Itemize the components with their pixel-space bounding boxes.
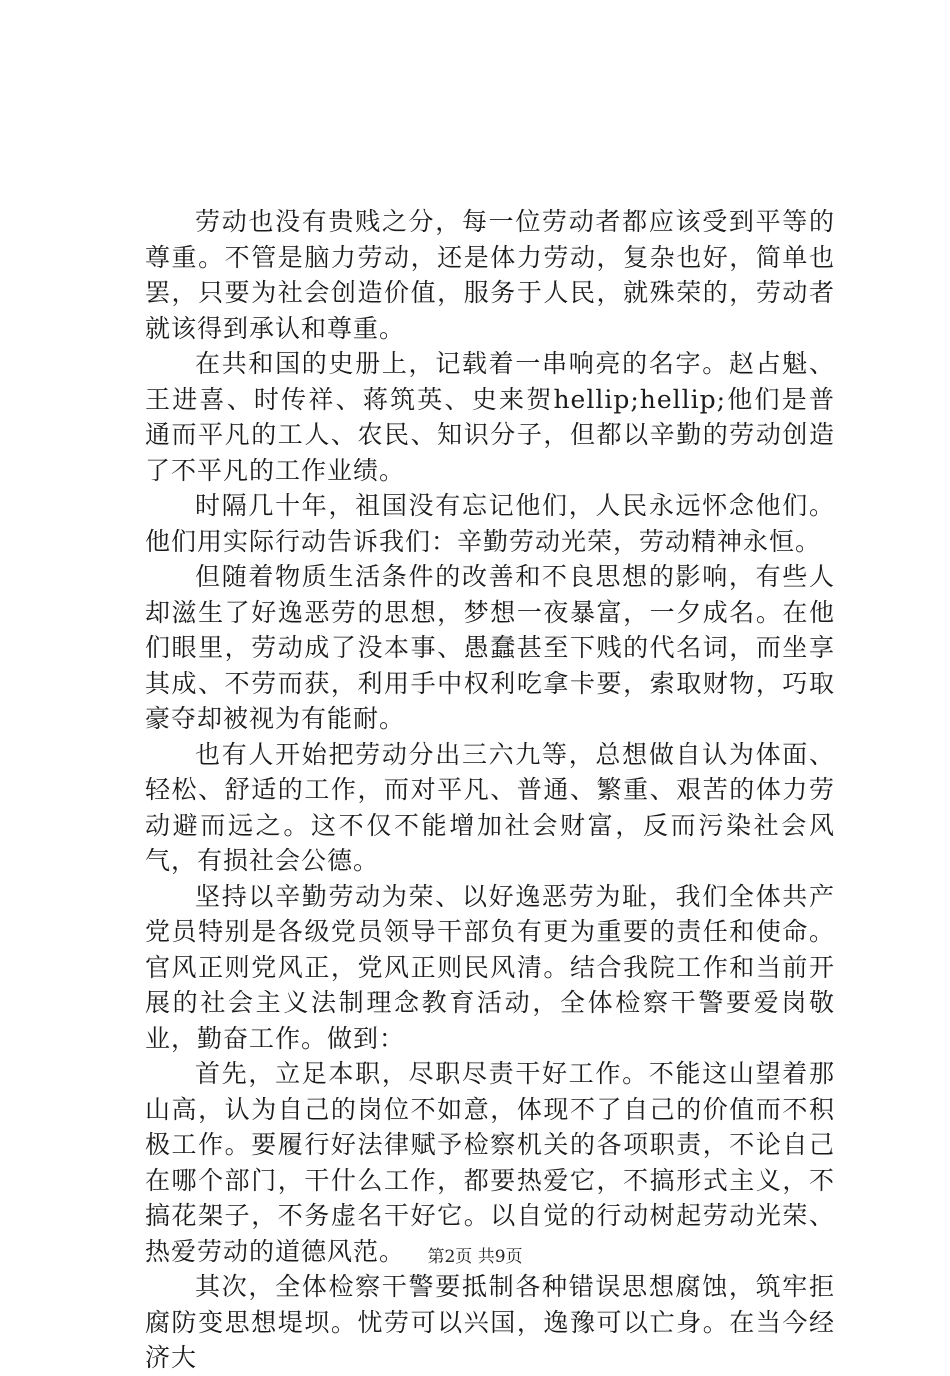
paragraph: 劳动也没有贵贱之分，每一位劳动者都应该受到平等的尊重。不管是脑力劳动，还是体力劳动，复杂也好，简单也罢，只要为社会创造价值，服务于人民，就殊荣的，劳动者就该得到承认和尊重。 <box>145 207 835 343</box>
paragraph: 坚持以辛勤劳动为荣、以好逸恶劳为耻，我们全体共产党员特别是各级党员领导干部负有更为重要的责任和使命。官风正则党风正，党风正则民风清。结合我院工作和当前开展的社会主义法制理念教育活动，全体检察干警要爱岗敬业，勤奋工作。做到： <box>145 881 835 1053</box>
page-footer: 第2页 共9页 <box>427 1247 523 1267</box>
paragraph: 首先，立足本职，尽职尽责干好工作。不能这山望着那山高，认为自己的岗位不如意，体现不了自己的价值而不积极工作。要履行好法律赋予检察机关的各项职责，不论自己在哪个部门，干什么工作，都要热爱它，不搞形式主义，不搞花架子，不务虚名干好它。以自觉的行动树起劳动光荣、热爱劳动的道德风范。 <box>145 1059 835 1266</box>
paragraph: 也有人开始把劳动分出三六九等，总想做自认为体面、轻松、舒适的工作，而对平凡、普通、繁重、艰苦的体力劳动避而远之。这不仅不能增加社会财富，反而污染社会风气，有损社会公德。 <box>145 739 835 875</box>
document-body <box>145 204 835 1376</box>
paragraph: 其次，全体检察干警要抵制各种错误思想腐蚀，筑牢拒腐防变思想堤坝。忧劳可以兴国，逸豫可以亡身。在当今经济大 <box>145 1272 835 1372</box>
paragraph: 在共和国的史册上，记载着一串响亮的名字。赵占魁、王进喜、时传祥、蒋筑英、史来贺hellip;hellip;他们是普通而平凡的工人、农民、知识分子，但都以辛勤的劳动创造了不平凡的工作业绩。 <box>145 349 835 485</box>
paragraph: 但随着物质生活条件的改善和不良思想的影响，有些人却滋生了好逸恶劳的思想，梦想一夜暴富，一夕成名。在他们眼里，劳动成了没本事、愚蠢甚至下贱的代名词，而坐享其成、不劳而获，利用手中权利吃拿卡要，索取财物，巧取豪夺却被视为有能耐。 <box>145 562 835 733</box>
paragraph: 时隔几十年，祖国没有忘记他们，人民永远怀念他们。他们用实际行动告诉我们：辛勤劳动光荣，劳动精神永恒。 <box>145 491 835 556</box>
